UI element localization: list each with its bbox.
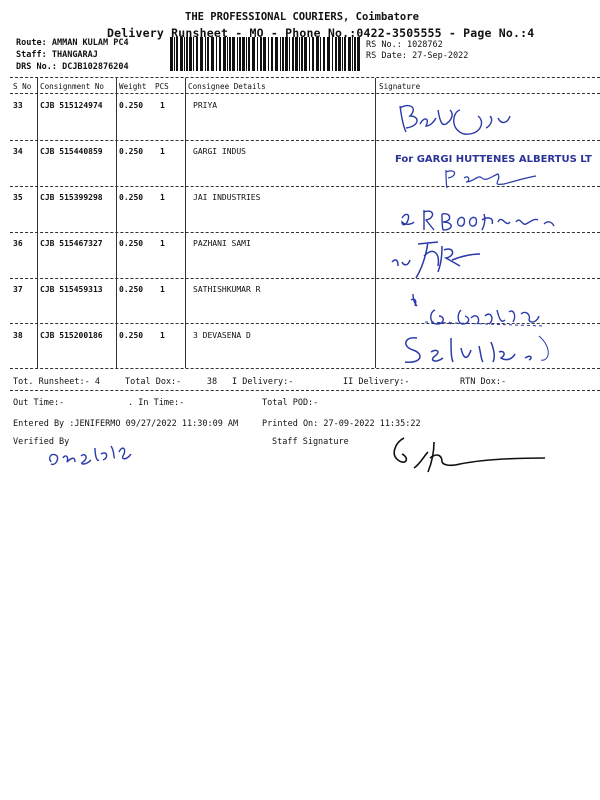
barcode-bar (295, 37, 298, 71)
barcode-bar (252, 37, 255, 71)
rs-no-value: 1028762 (406, 40, 443, 50)
barcode-bar (211, 37, 214, 71)
barcode-bar (304, 37, 307, 71)
rs-no-label: RS No.: (366, 40, 402, 50)
row-consignee: JAI INDUSTRIES (193, 193, 261, 202)
row-consignee: PAZHANI SAMI (193, 239, 251, 248)
barcode-bar (268, 37, 269, 71)
barcode-bar (260, 37, 262, 71)
verified-by: Verified By (13, 437, 70, 447)
row-consignee: 3 DEVASENA D (193, 331, 251, 340)
row-pcs: 1 (160, 331, 165, 340)
barcode-bar (232, 37, 235, 71)
row-consignment: CJB 515200186 (40, 331, 103, 340)
total-dox-line (125, 377, 217, 387)
barcode-bar (312, 37, 314, 71)
barcode-bar (338, 37, 341, 71)
route-line (16, 38, 129, 48)
barcode (170, 37, 360, 71)
total-dox-value: 38 (206, 377, 218, 387)
entered-by: Entered By :JENIFERMO 09/27/2022 11:30:09 AM (13, 419, 239, 429)
barcode-bar (189, 37, 192, 71)
row-weight: 0.250 (119, 147, 144, 156)
row-weight: 0.250 (119, 285, 144, 294)
barcode-bar (354, 37, 356, 71)
drs-label: DRS No.: (16, 62, 57, 72)
row-consignment: CJB 515440859 (40, 147, 103, 156)
rs-date-label: RS Date: (366, 51, 407, 61)
row-sno: 36 (13, 239, 23, 248)
route-value: AMMAN KULAM PC4 (51, 38, 129, 48)
row-weight: 0.250 (119, 193, 144, 202)
barcode-bar (271, 37, 273, 71)
row-consignment: CJB 515459313 (40, 285, 103, 294)
row-sno: 35 (13, 193, 23, 202)
row-consignment: CJB 515124974 (40, 101, 103, 110)
barcode-bar (275, 37, 278, 71)
barcode-bar (280, 37, 281, 71)
col-header-consignment: Consignment No (40, 82, 105, 91)
company-stamp: For GARGI HUTTENES ALBERTUS LT (395, 154, 592, 165)
col-sep-1 (37, 78, 38, 368)
barcode-bar (196, 37, 198, 71)
barcode-bar (344, 37, 346, 71)
col-sep-4 (375, 78, 376, 368)
barcode-bar (342, 37, 343, 71)
barcode-bar (352, 37, 353, 71)
row-sno: 38 (13, 331, 23, 340)
barcode-bar (357, 37, 360, 71)
summary-rule (10, 390, 600, 391)
rs-date-value: 27-Sep-2022 (412, 51, 469, 61)
barcode-bar (246, 37, 247, 71)
col-header-pcs: PCS (155, 82, 169, 91)
tot-runsheet: Tot. Runsheet:- 4 (13, 377, 100, 387)
barcode-bar (309, 37, 310, 71)
row-pcs: 1 (160, 147, 165, 156)
barcode-bar (219, 37, 221, 71)
row-weight: 0.250 (119, 239, 144, 248)
staff-label: Staff: (16, 50, 47, 60)
barcode-bar (285, 37, 288, 71)
col-header-consignee: Consignee Details (188, 82, 266, 91)
ii-delivery: II Delivery:- (343, 377, 410, 387)
staff-signature (380, 428, 550, 484)
out-time: Out Time:- (13, 398, 65, 408)
header-bottom-rule (10, 93, 600, 94)
barcode-bar (348, 37, 351, 71)
col-header-signature: Signature (379, 82, 421, 91)
row-consignment: CJB 515399298 (40, 193, 103, 202)
verified-by-signature (45, 434, 145, 478)
in-time: . In Time:- (128, 398, 185, 408)
barcode-bar (316, 37, 319, 71)
company-title: THE PROFESSIONAL COURIERS, Coimbatore (185, 11, 419, 23)
barcode-bar (223, 37, 226, 71)
col-header-sno: S No (13, 82, 32, 91)
barcode-bar (176, 37, 178, 71)
barcode-bar (301, 37, 303, 71)
printed-on: Printed On: 27-09-2022 11:35:22 (262, 419, 421, 429)
barcode-bar (332, 37, 333, 71)
drs-value: DCJB102876204 (62, 62, 129, 72)
rs-no-line (366, 40, 443, 50)
barcode-bar (263, 37, 266, 71)
barcode-bar (257, 37, 258, 71)
row-sno: 37 (13, 285, 23, 294)
barcode-bar (184, 37, 185, 71)
signature-row-33 (390, 96, 530, 150)
rtn-dox: RTN Dox:- (460, 377, 507, 387)
total-pod: Total POD:- (262, 398, 319, 408)
barcode-bar (200, 37, 203, 71)
signature-row-35 (398, 204, 568, 238)
barcode-bar (327, 37, 330, 71)
rs-date-line (366, 51, 468, 61)
barcode-bar (229, 37, 231, 71)
barcode-bar (216, 37, 217, 71)
row-consignee: GARGI INDUS (193, 147, 246, 156)
drs-line (16, 62, 129, 72)
barcode-bar (242, 37, 245, 71)
barcode-bar (323, 37, 325, 71)
row-consignment: CJB 515467327 (40, 239, 103, 248)
barcode-bar (193, 37, 194, 71)
total-dox-label: Total Dox:- (125, 377, 182, 387)
route-label: Route: (16, 38, 47, 48)
col-sep-2 (116, 78, 117, 368)
row-sno: 33 (13, 101, 23, 110)
signature-row-36 (388, 236, 498, 284)
row-consignee: PRIYA (193, 101, 218, 110)
barcode-bar (180, 37, 183, 71)
row-consignee: SATHISHKUMAR R (193, 285, 261, 294)
barcode-bar (237, 37, 238, 71)
row-pcs: 1 (160, 239, 165, 248)
barcode-bar (292, 37, 294, 71)
col-sep-3 (185, 78, 186, 368)
barcode-bar (282, 37, 284, 71)
i-delivery: I Delivery:- (232, 377, 294, 387)
barcode-bar (239, 37, 241, 71)
barcode-bar (335, 37, 337, 71)
row-pcs: 1 (160, 285, 165, 294)
row-sno: 34 (13, 147, 23, 156)
col-header-weight: Weight (119, 82, 147, 91)
row-rule-36 (10, 278, 600, 279)
barcode-bar (207, 37, 209, 71)
row-weight: 0.250 (119, 101, 144, 110)
runsheet-subtitle: Delivery Runsheet - MO - Phone No.:0422-3505555 - Page No.:4 (107, 26, 535, 40)
barcode-bar (248, 37, 250, 71)
barcode-bar (205, 37, 206, 71)
staff-line (16, 50, 98, 60)
barcode-bar (227, 37, 228, 71)
table-top-rule (10, 77, 600, 78)
staff-value: THANGARAJ (51, 50, 98, 60)
barcode-bar (299, 37, 300, 71)
staff-signature-label: Staff Signature (272, 437, 349, 447)
signature-row-34 (440, 166, 550, 194)
row-weight: 0.250 (119, 331, 144, 340)
barcode-bar (174, 37, 175, 71)
row-pcs: 1 (160, 101, 165, 110)
barcode-bar (170, 37, 173, 71)
barcode-bar (186, 37, 188, 71)
signature-row-38 (395, 328, 555, 372)
row-pcs: 1 (160, 193, 165, 202)
barcode-bar (320, 37, 321, 71)
barcode-bar (289, 37, 290, 71)
